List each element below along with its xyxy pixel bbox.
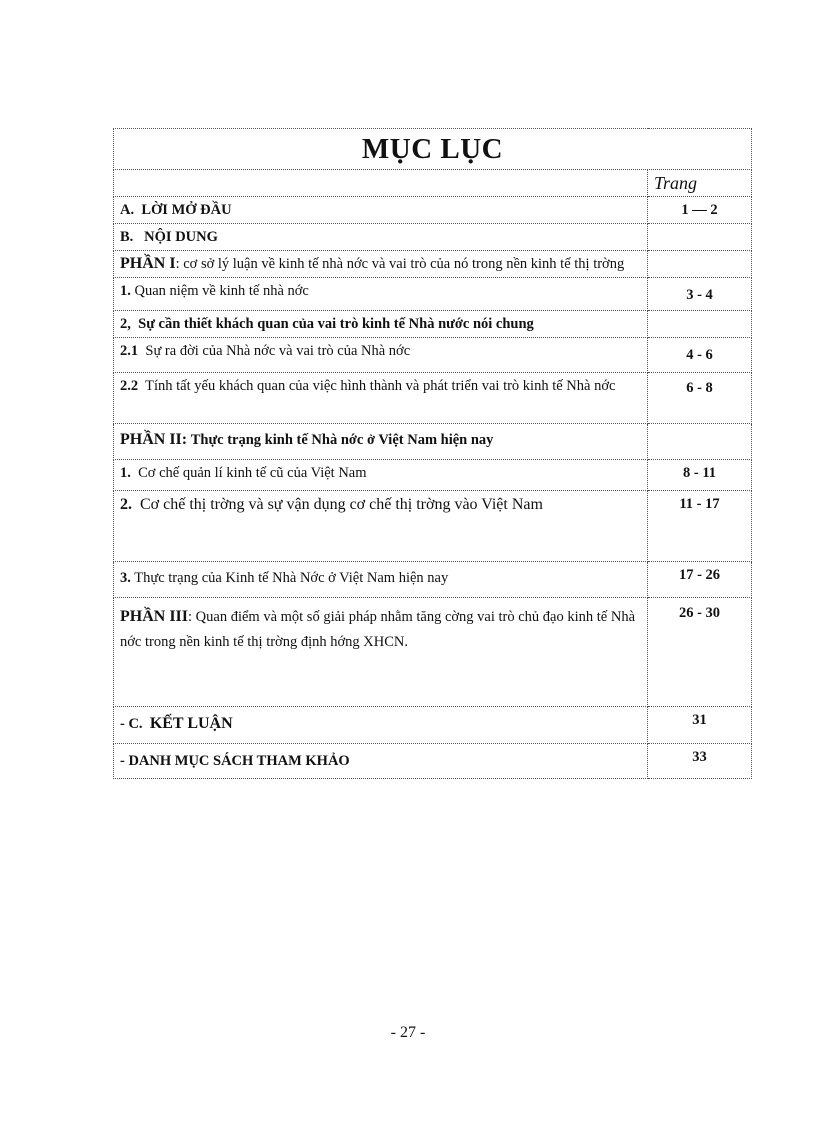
entry-label: 3. [120,570,131,586]
entry-text: NỘI DUNG [144,229,218,245]
entry-text: : Quan điểm và một số giải pháp nhằm tăng cờng vai trò chủ đạo kinh tế Nhà nớc trong nền kinh tế thị trờng định hớng XHCN. [120,609,636,650]
entry-text: KẾT LUẬN [149,715,233,732]
entry-page: 1 — 2 [648,197,752,224]
toc-entry [114,491,648,562]
toc-entry [114,197,648,224]
entry-page: 3 - 4 [648,278,752,311]
toc-entry [114,744,648,779]
page-number: - 27 - [390,1024,426,1041]
entry-text: Sự cần thiết khách quan của vai trò kinh tế Nhà nước nói chung [138,316,534,332]
entry-text: Quan niệm về kinh tế nhà nớc [134,283,309,299]
header-blank-cell [114,170,648,197]
entry-page: 17 - 26 [648,562,752,598]
entry-page [648,311,752,338]
table-row [114,491,752,562]
entry-label: PHẦN I [120,255,176,272]
table-row [114,562,752,598]
table-row [114,197,752,224]
entry-page: 4 - 6 [648,338,752,373]
entry-text: - DANH MỤC SÁCH THAM KHẢO [120,753,350,769]
entry-text: Tính tất yếu khách quan của việc hình thành và phát triển vai trò kinh tế Nhà nớc [145,378,616,394]
toc-entry [114,224,648,251]
entry-label: PHẦN II: [120,431,188,448]
table-row [114,598,752,707]
table-row [114,224,752,251]
table-row [114,251,752,278]
page-title: MỤC LỤC [114,129,752,170]
entry-text: Cơ chế quản lí kinh tế cũ của Việt Nam [138,465,367,481]
table-of-contents [113,128,752,779]
entry-page: 6 - 8 [648,373,752,424]
toc-entry [114,251,648,278]
table-row [114,460,752,491]
entry-text: LỜI MỞ ĐẦU [141,202,232,218]
entry-page: 31 [648,707,752,744]
entry-label: - C. [120,716,143,732]
entry-label: A. [120,202,135,218]
toc-entry [114,598,648,707]
entry-text: : cơ sở lý luận về kinh tế nhà nớc và vai trò của nó trong nền kinh tế thị trờng [175,256,625,272]
entry-label: 1. [120,465,131,481]
entry-label: 1. [120,283,131,299]
table-row [114,707,752,744]
entry-page [648,224,752,251]
toc-title-row [114,129,752,170]
entry-label: PHẦN III [120,608,189,625]
entry-label: 2.1 [120,343,139,359]
toc-entry [114,562,648,598]
table-row [114,744,752,779]
entry-label: B. [120,229,134,245]
entry-page: 33 [648,744,752,779]
toc-entry [114,460,648,491]
entry-text: Thực trạng của Kinh tế Nhà Nớc ở Việt Nam hiện nay [134,570,449,586]
table-row [114,338,752,373]
table-row [114,278,752,311]
entry-page: 8 - 11 [648,460,752,491]
entry-page: 26 - 30 [648,598,752,707]
entry-label: 2. [120,496,132,513]
toc-entry [114,373,648,424]
table-row [114,311,752,338]
entry-page [648,251,752,278]
entry-page: 11 - 17 [648,491,752,562]
entry-label: 2.2 [120,378,139,394]
table-row [114,424,752,460]
toc-header-row [114,170,752,197]
entry-text: Thực trạng kinh tế Nhà nớc ở Việt Nam hiện nay [190,432,494,448]
toc-entry [114,278,648,311]
toc-entry [114,707,648,744]
toc-entry [114,338,648,373]
page-column-header: Trang [648,170,752,197]
toc-entry [114,311,648,338]
entry-text: Sự ra đời của Nhà nớc và vai trò của Nhà nớc [145,343,411,359]
toc-entry [114,424,648,460]
entry-text: Cơ chế thị trờng và sự vận dụng cơ chế thị trờng vào Việt Nam [140,496,543,513]
entry-page [648,424,752,460]
entry-label: 2, [120,316,131,332]
table-row [114,373,752,424]
